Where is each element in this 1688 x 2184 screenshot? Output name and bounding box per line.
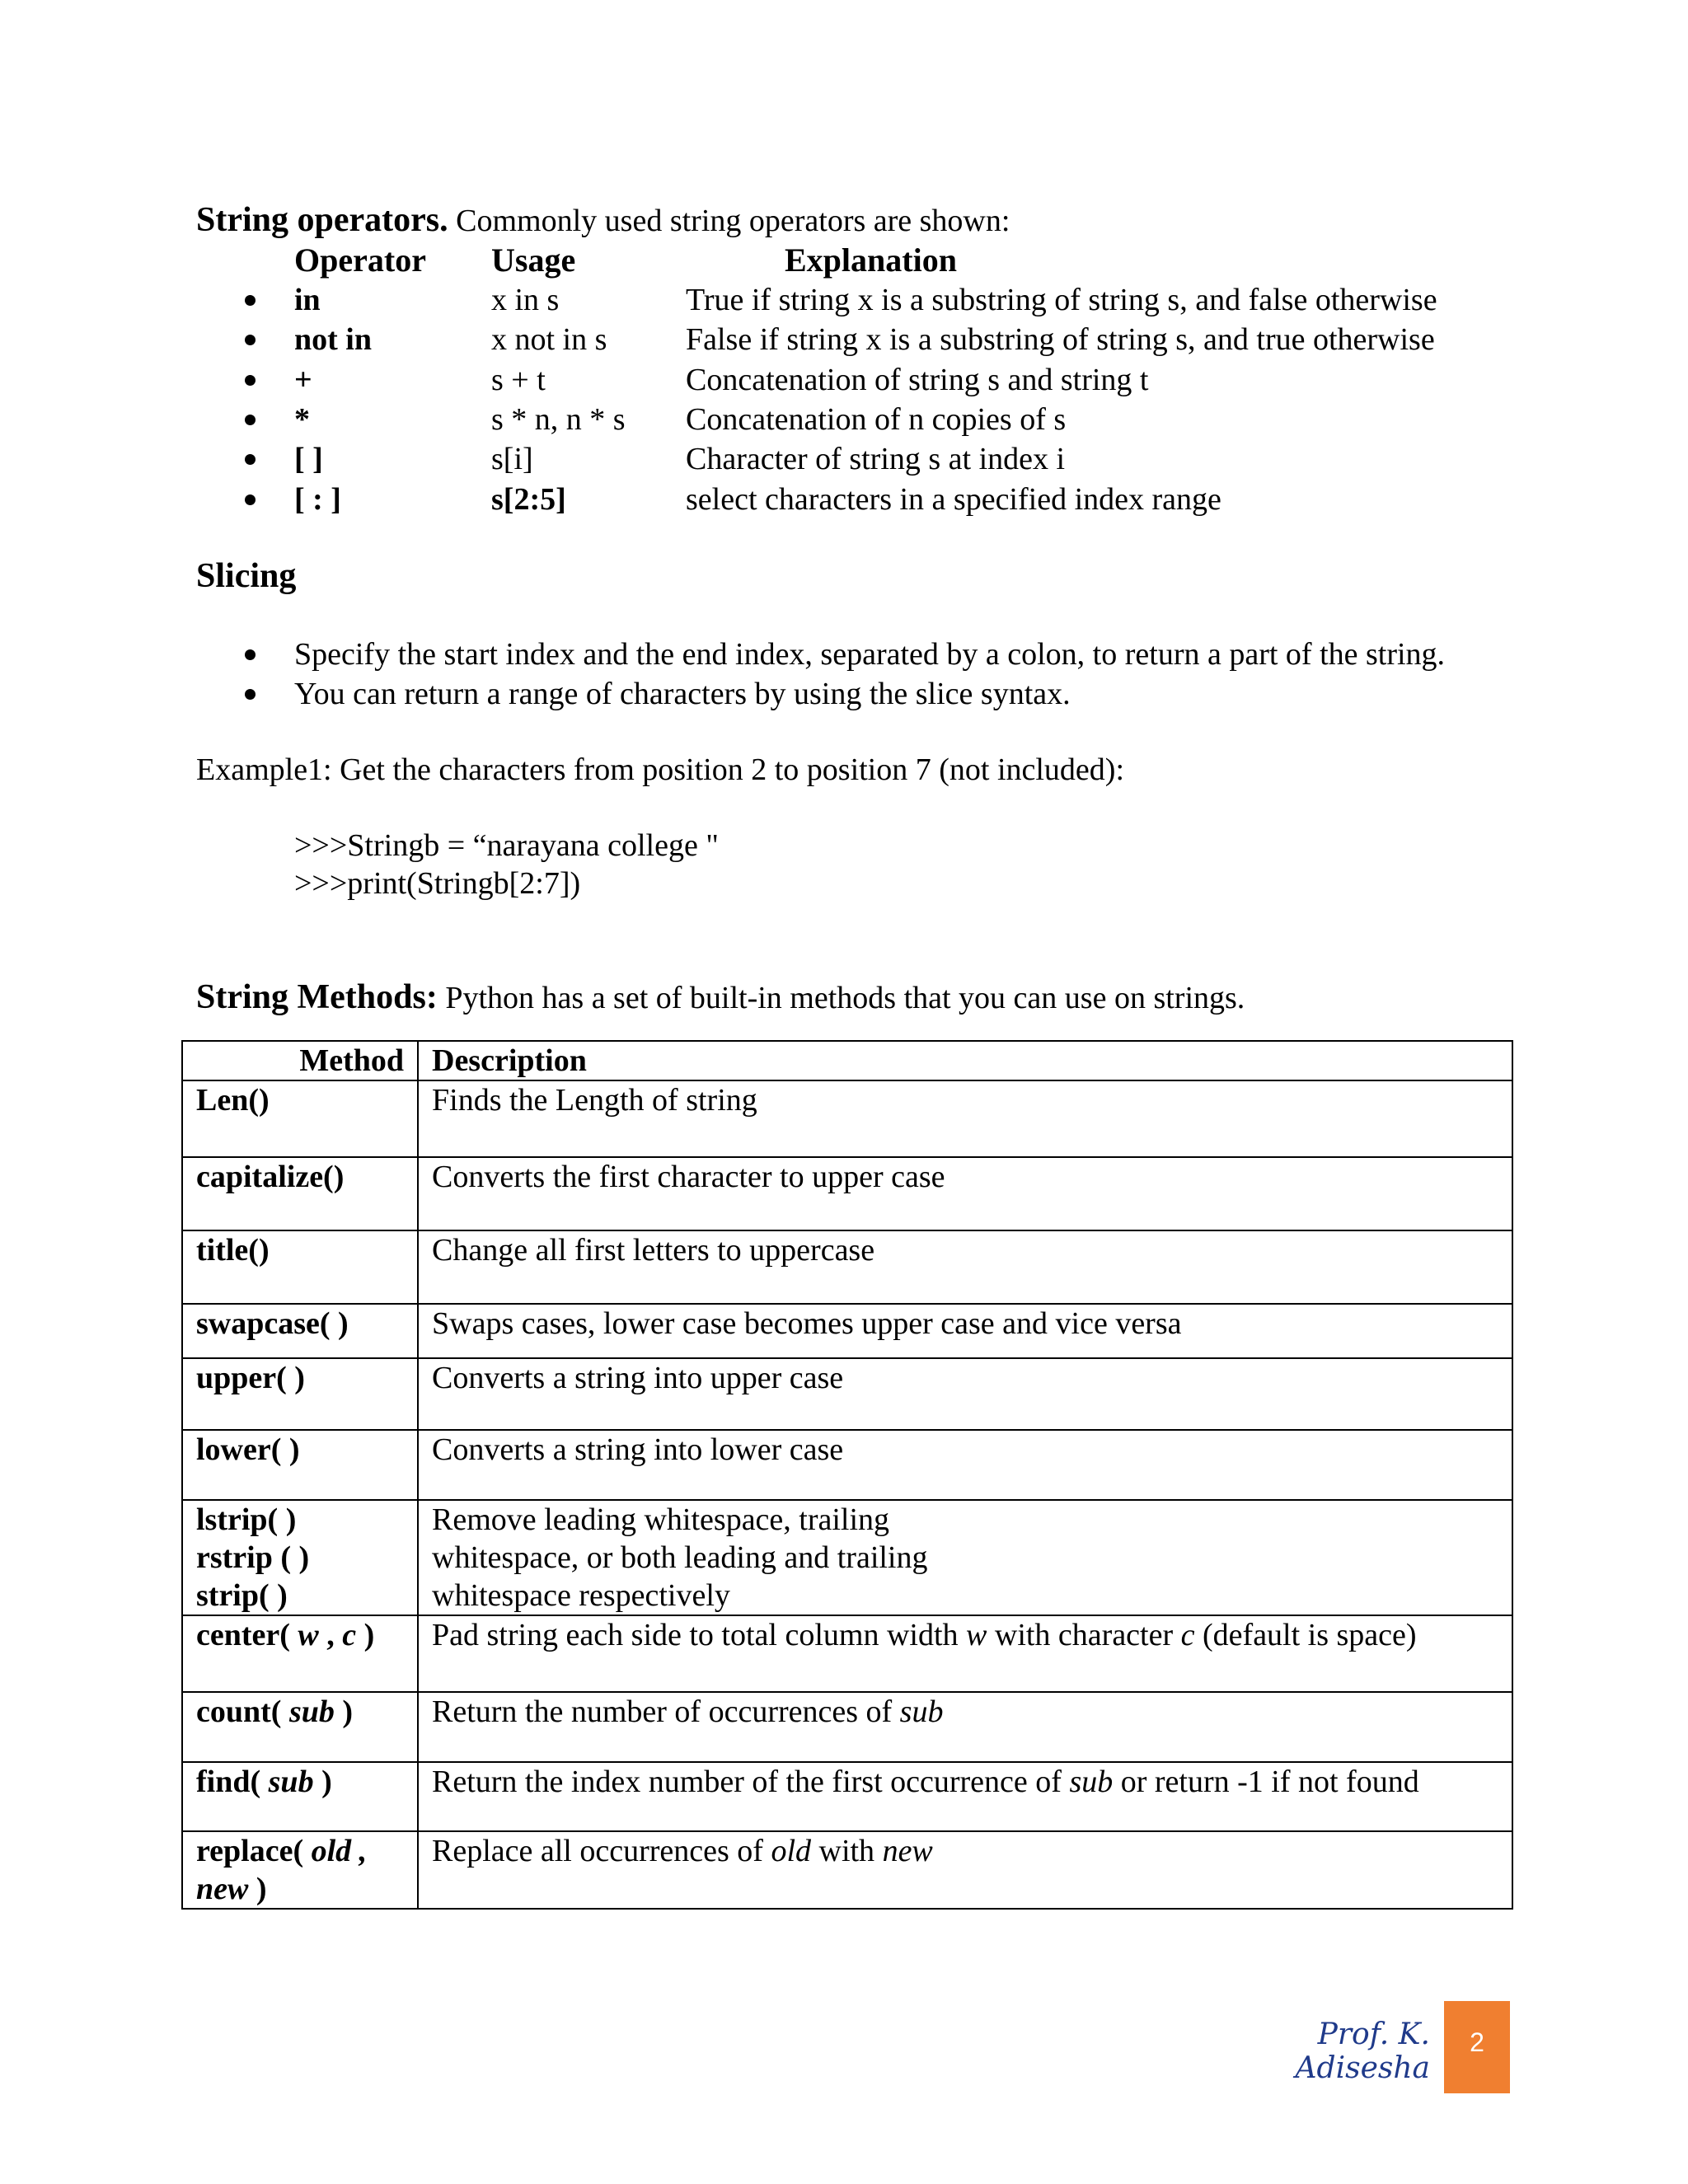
bullet-icon	[245, 689, 256, 700]
operator-row	[0, 321, 1688, 361]
method-description	[418, 1831, 1512, 1909]
desc-part: (default is space)	[1203, 1618, 1417, 1652]
operator-usage: x in s	[491, 283, 560, 317]
method-name: swapcase( )	[182, 1304, 418, 1358]
method-name	[182, 1692, 418, 1762]
table-row	[182, 1080, 1512, 1157]
table-row	[182, 1615, 1512, 1692]
operator-symbol: [ ]	[294, 442, 323, 476]
desc-arg: c	[1180, 1618, 1195, 1652]
header-usage: Usage	[491, 241, 576, 279]
slicing-bullet-text: Specify the start index and the end index, separated by a colon, to return a part of the string.	[294, 637, 1446, 672]
page-number: 2	[1444, 2001, 1510, 2093]
operator-row	[0, 401, 1688, 441]
method-name	[182, 1615, 418, 1692]
method-close: )	[256, 1872, 267, 1906]
table-row	[182, 1430, 1512, 1500]
desc-arg: sub	[899, 1694, 944, 1729]
bullet-icon	[245, 494, 256, 505]
method-name: Len()	[182, 1080, 418, 1157]
table-row	[182, 1230, 1512, 1304]
method-arg: c	[342, 1618, 357, 1652]
slicing-bullet-text: You can return a range of characters by using the slice syntax.	[294, 677, 1071, 711]
operator-explanation: Concatenation of string s and string t	[686, 363, 1149, 397]
operator-usage: x not in s	[491, 322, 607, 357]
bullet-icon	[245, 295, 256, 306]
bullet-icon	[245, 649, 256, 660]
bullet-icon	[245, 335, 256, 345]
method-arg: new	[196, 1872, 249, 1906]
operator-usage: s * n, n * s	[491, 402, 626, 437]
header-operator: Operator	[294, 241, 426, 279]
method-description: Finds the Length of string	[418, 1080, 1512, 1157]
operator-symbol: +	[294, 363, 312, 397]
methods-heading	[196, 977, 1245, 1017]
method-fn: find(	[196, 1765, 261, 1799]
method-description-line: whitespace, or both leading and trailing	[432, 1540, 928, 1575]
operator-usage: s[i]	[491, 442, 533, 476]
method-close: )	[321, 1765, 332, 1799]
table-row	[182, 1762, 1512, 1831]
method-name	[182, 1762, 418, 1831]
method-name-line: lstrip( )	[196, 1502, 297, 1537]
operators-heading	[196, 200, 1010, 240]
operator-row	[0, 441, 1688, 480]
method-description: Swaps cases, lower case becomes upper case and vice versa	[418, 1304, 1512, 1358]
operator-symbol: not in	[294, 322, 372, 357]
table-row	[182, 1157, 1512, 1230]
method-description: Converts a string into upper case	[418, 1358, 1512, 1430]
method-arg: old ,	[311, 1834, 368, 1868]
desc-part: with	[818, 1834, 875, 1868]
table-row	[182, 1358, 1512, 1430]
method-arg: sub	[288, 1694, 335, 1729]
method-description	[418, 1762, 1512, 1831]
method-name: lower( )	[182, 1430, 418, 1500]
bullet-icon	[245, 415, 256, 425]
method-name-line: rstrip ( )	[196, 1540, 310, 1575]
header-explanation: Explanation	[785, 241, 957, 279]
methods-intro: Python has a set of built-in methods that you can use on strings.	[445, 981, 1245, 1015]
code-line: >>>Stringb = “narayana college "	[294, 828, 719, 863]
method-description-line: whitespace respectively	[432, 1578, 730, 1613]
slicing-title: Slicing	[196, 557, 297, 595]
table-row	[182, 1692, 1512, 1762]
method-arg: w	[298, 1618, 319, 1652]
desc-part: or return -1 if not found	[1120, 1765, 1419, 1799]
slicing-bullet	[0, 636, 1688, 676]
operator-symbol: [ : ]	[294, 482, 341, 517]
operator-usage: s + t	[491, 363, 546, 397]
method-description	[418, 1615, 1512, 1692]
method-close: )	[363, 1618, 375, 1652]
desc-part: Return the number of occurrences of	[432, 1694, 893, 1729]
operator-explanation: True if string x is a substring of string s, and false otherwise	[686, 283, 1437, 317]
method-sep: ,	[326, 1618, 335, 1652]
method-description: Change all first letters to uppercase	[418, 1230, 1512, 1304]
method-name: title()	[182, 1230, 418, 1304]
header-description: Description	[418, 1041, 1512, 1080]
author-name: Prof. K. Adisesha	[1295, 2018, 1430, 2085]
desc-arg: old	[771, 1834, 811, 1868]
desc-arg: sub	[1069, 1765, 1114, 1799]
bullet-icon	[245, 375, 256, 386]
desc-part: Return the index number of the first occurrence of	[432, 1765, 1062, 1799]
operator-row	[0, 362, 1688, 401]
table-row	[182, 1500, 1512, 1615]
method-name	[182, 1831, 418, 1909]
method-description: Converts a string into lower case	[418, 1430, 1512, 1500]
code-line: >>>print(Stringb[2:7])	[294, 866, 581, 901]
method-description: Converts the first character to upper case	[418, 1157, 1512, 1230]
header-method: Method	[182, 1041, 418, 1080]
desc-arg: new	[882, 1834, 933, 1868]
method-fn: count(	[196, 1694, 282, 1729]
desc-part: Replace all occurrences of	[432, 1834, 763, 1868]
operator-symbol: in	[294, 283, 321, 317]
desc-part: Pad string each side to total column width	[432, 1618, 959, 1652]
desc-part: with character	[994, 1618, 1174, 1652]
method-description	[418, 1692, 1512, 1762]
method-name-line: strip( )	[196, 1578, 288, 1613]
bullet-icon	[245, 454, 256, 465]
method-close: )	[342, 1694, 354, 1729]
operator-explanation: select characters in a specified index range	[686, 482, 1221, 517]
operator-explanation: False if string x is a substring of string s, and true otherwise	[686, 322, 1435, 357]
operator-usage: s[2:5]	[491, 482, 566, 517]
methods-table	[181, 1040, 1513, 1910]
slicing-example: Example1: Get the characters from position 2 to position 7 (not included):	[196, 752, 1125, 787]
operator-row	[0, 481, 1688, 521]
methods-title: String Methods:	[196, 978, 438, 1016]
method-description-line: Remove leading whitespace, trailing	[432, 1502, 890, 1537]
method-name: upper( )	[182, 1358, 418, 1430]
operator-symbol: *	[294, 402, 310, 437]
method-description	[418, 1500, 1512, 1615]
method-name	[182, 1500, 418, 1615]
operators-title: String operators.	[196, 201, 448, 239]
operator-explanation: Concatenation of n copies of s	[686, 402, 1067, 437]
slicing-bullet	[0, 676, 1688, 715]
table-row	[182, 1304, 1512, 1358]
method-name: capitalize()	[182, 1157, 418, 1230]
desc-arg: w	[966, 1618, 987, 1652]
method-fn: replace(	[196, 1834, 304, 1868]
operator-explanation: Character of string s at index i	[686, 442, 1066, 476]
table-header-row	[182, 1041, 1512, 1080]
operators-intro: Commonly used string operators are shown:	[456, 204, 1010, 238]
operator-row	[0, 282, 1688, 321]
method-arg: sub	[268, 1765, 314, 1799]
table-row	[182, 1831, 1512, 1909]
method-fn: center(	[196, 1618, 290, 1652]
